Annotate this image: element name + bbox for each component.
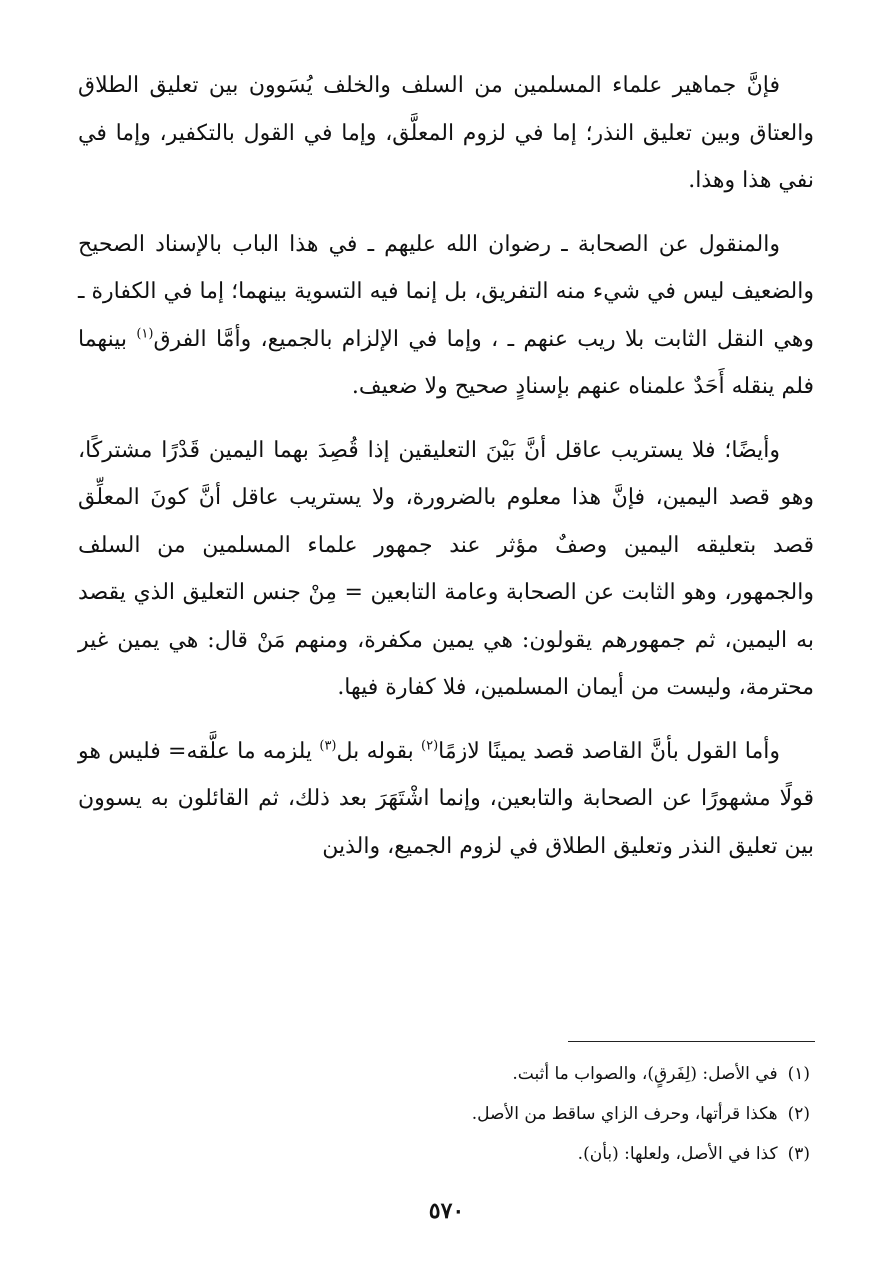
paragraph-text: والمنقول عن الصحابة ـ رضوان الله عليهم ـ في هذا الباب بالإسناد الصحيح والضعيف ليس في شيء منه التفريق، بل إنما فيه التسوية بينهما؛ إما في الكفارة ـ وهي النقل الثابت بلا ريب عنهم ـ ، وإما في الإلزام بالجميع، وأمَّا الفرق	[78, 231, 814, 352]
paragraph-text: يلزمه ما علَّقه= فليس هو قولًا مشهورًا عن الصحابة والتابعين، وإنما اشْتَهَرَ بعد ذلك، ثم القائلون به يسوون بين تعليق النذر وتعليق الطلاق في لزوم الجميع، والذين	[78, 738, 814, 859]
footnote-divider	[568, 1041, 815, 1042]
paragraph-text: فإنَّ جماهير علماء المسلمين من السلف والخلف يُسَوون بين تعليق الطلاق والعتاق وبين تعليق النذر؛ إما في لزوم المعلَّق، وإما في القول بالتكفير، وإما في نفي هذا وهذا.	[78, 73, 814, 193]
page-number: ٥٧٠	[428, 1198, 465, 1224]
paragraph-2	[78, 221, 814, 411]
footnote-3	[78, 1134, 814, 1174]
footnote-number: (١)	[787, 1064, 810, 1084]
footnote-marker-2[interactable]: (٢)	[421, 738, 439, 754]
paragraph-3	[78, 427, 814, 712]
footnote-text: كذا في الأصل، ولعلها: (بأن).	[577, 1144, 778, 1164]
paragraph-text: وأما القول بأنَّ القاصد قصد يمينًا لازمًا	[438, 738, 780, 764]
paragraph-1	[78, 62, 814, 205]
footnote-number: (٣)	[787, 1144, 810, 1164]
footnotes	[78, 1054, 814, 1174]
footnote-2	[78, 1094, 814, 1134]
footnote-1	[78, 1054, 814, 1094]
paragraph-4	[78, 728, 814, 871]
footnote-text: في الأصل: (لِفَرقٍ)، والصواب ما أثبت.	[512, 1064, 778, 1084]
paragraph-text: بقوله بل	[336, 738, 422, 764]
footnote-marker-1[interactable]: (١)	[136, 326, 154, 342]
footnote-marker-3[interactable]: (٣)	[319, 738, 337, 754]
paragraph-text: بينهما فلم ينقله أَحَدٌ علمناه عنهم بإسنادٍ صحيح ولا ضعيف.	[78, 326, 814, 399]
footnote-text: هكذا قرأتها، وحرف الزاي ساقط من الأصل.	[471, 1104, 778, 1124]
footnote-number: (٢)	[787, 1104, 810, 1124]
main-text	[78, 62, 814, 886]
paragraph-text: وأيضًا؛ فلا يستريب عاقل أنَّ بَيْنَ التعليقين إذا قُصِدَ بهما اليمين قَدْرًا مشتركًا، وهو قصد اليمين، فإنَّ هذا معلوم بالضرورة، ولا يستريب عاقل أنَّ كونَ المعلِّق قصد بتعليقه اليمين وصفٌ مؤثر عند جمهور علماء المسلمين من السلف والجمهور، وهو الثابت عن الصحابة وعامة التابعين = مِنْ جنس التعليق الذي يقصد به اليمين، ثم جمهورهم يقولون: هي يمين مكفرة، ومنهم مَنْ قال: هي يمين غير محترمة، وليست من أيمان المسلمين، فلا كفارة فيها.	[78, 437, 814, 700]
